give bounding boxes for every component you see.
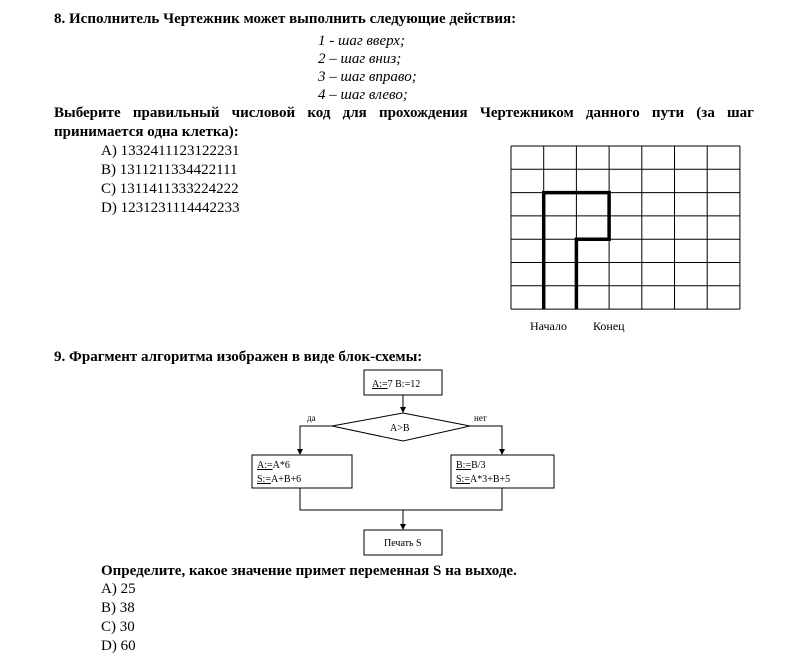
task8-option-d: D) 1231231114442233 bbox=[101, 200, 240, 216]
end-label: Конец bbox=[593, 319, 625, 333]
task9-question: Определите, какое значение примет переменная S на выходе. bbox=[101, 563, 517, 579]
task8-option-b: B) 1311211334422111 bbox=[101, 162, 238, 178]
flowchart bbox=[240, 365, 570, 561]
task8-options bbox=[101, 142, 239, 218]
task8-option-c: C) 1311411333224222 bbox=[101, 181, 239, 197]
command-right: 3 – шаг вправо; bbox=[318, 69, 417, 85]
init-text: A:=7 B:=12 bbox=[372, 379, 421, 390]
drawer-grid bbox=[505, 140, 750, 312]
task8-question: Выберите правильный числовой код для прохождения Чертежником данного пути (за шаг принимается одна клетка): bbox=[54, 105, 754, 140]
task9-option-a: A) 25 bbox=[101, 581, 136, 597]
condition-text: A>B bbox=[390, 423, 410, 434]
yes-line-2: S:=A+B+6 bbox=[257, 474, 302, 485]
command-list bbox=[318, 32, 417, 104]
command-up: 1 - шаг вверх; bbox=[318, 33, 405, 49]
yes-label: да bbox=[307, 413, 316, 423]
output-text: Печать S bbox=[384, 538, 422, 549]
task9-option-b: B) 38 bbox=[101, 600, 135, 616]
task9-title: 9. Фрагмент алгоритма изображен в виде блок-схемы: bbox=[54, 349, 423, 365]
yes-line-1: A:=A*6 bbox=[257, 460, 290, 471]
command-down: 2 – шаг вниз; bbox=[318, 51, 402, 67]
no-label: нет bbox=[474, 413, 487, 423]
start-label: Начало bbox=[530, 319, 567, 333]
task9-option-c: C) 30 bbox=[101, 619, 135, 635]
no-line-2: S:=A*3+B+5 bbox=[456, 474, 511, 485]
task9-option-d: D) 60 bbox=[101, 638, 136, 654]
task9-options bbox=[101, 580, 136, 656]
task8-title: 8. Исполнитель Чертежник может выполнить следующие действия: bbox=[54, 11, 517, 27]
no-line-1: B:=B/3 bbox=[456, 460, 486, 471]
task8-option-a: A) 1332411123122231 bbox=[101, 143, 240, 159]
command-left: 4 – шаг влево; bbox=[318, 87, 408, 103]
